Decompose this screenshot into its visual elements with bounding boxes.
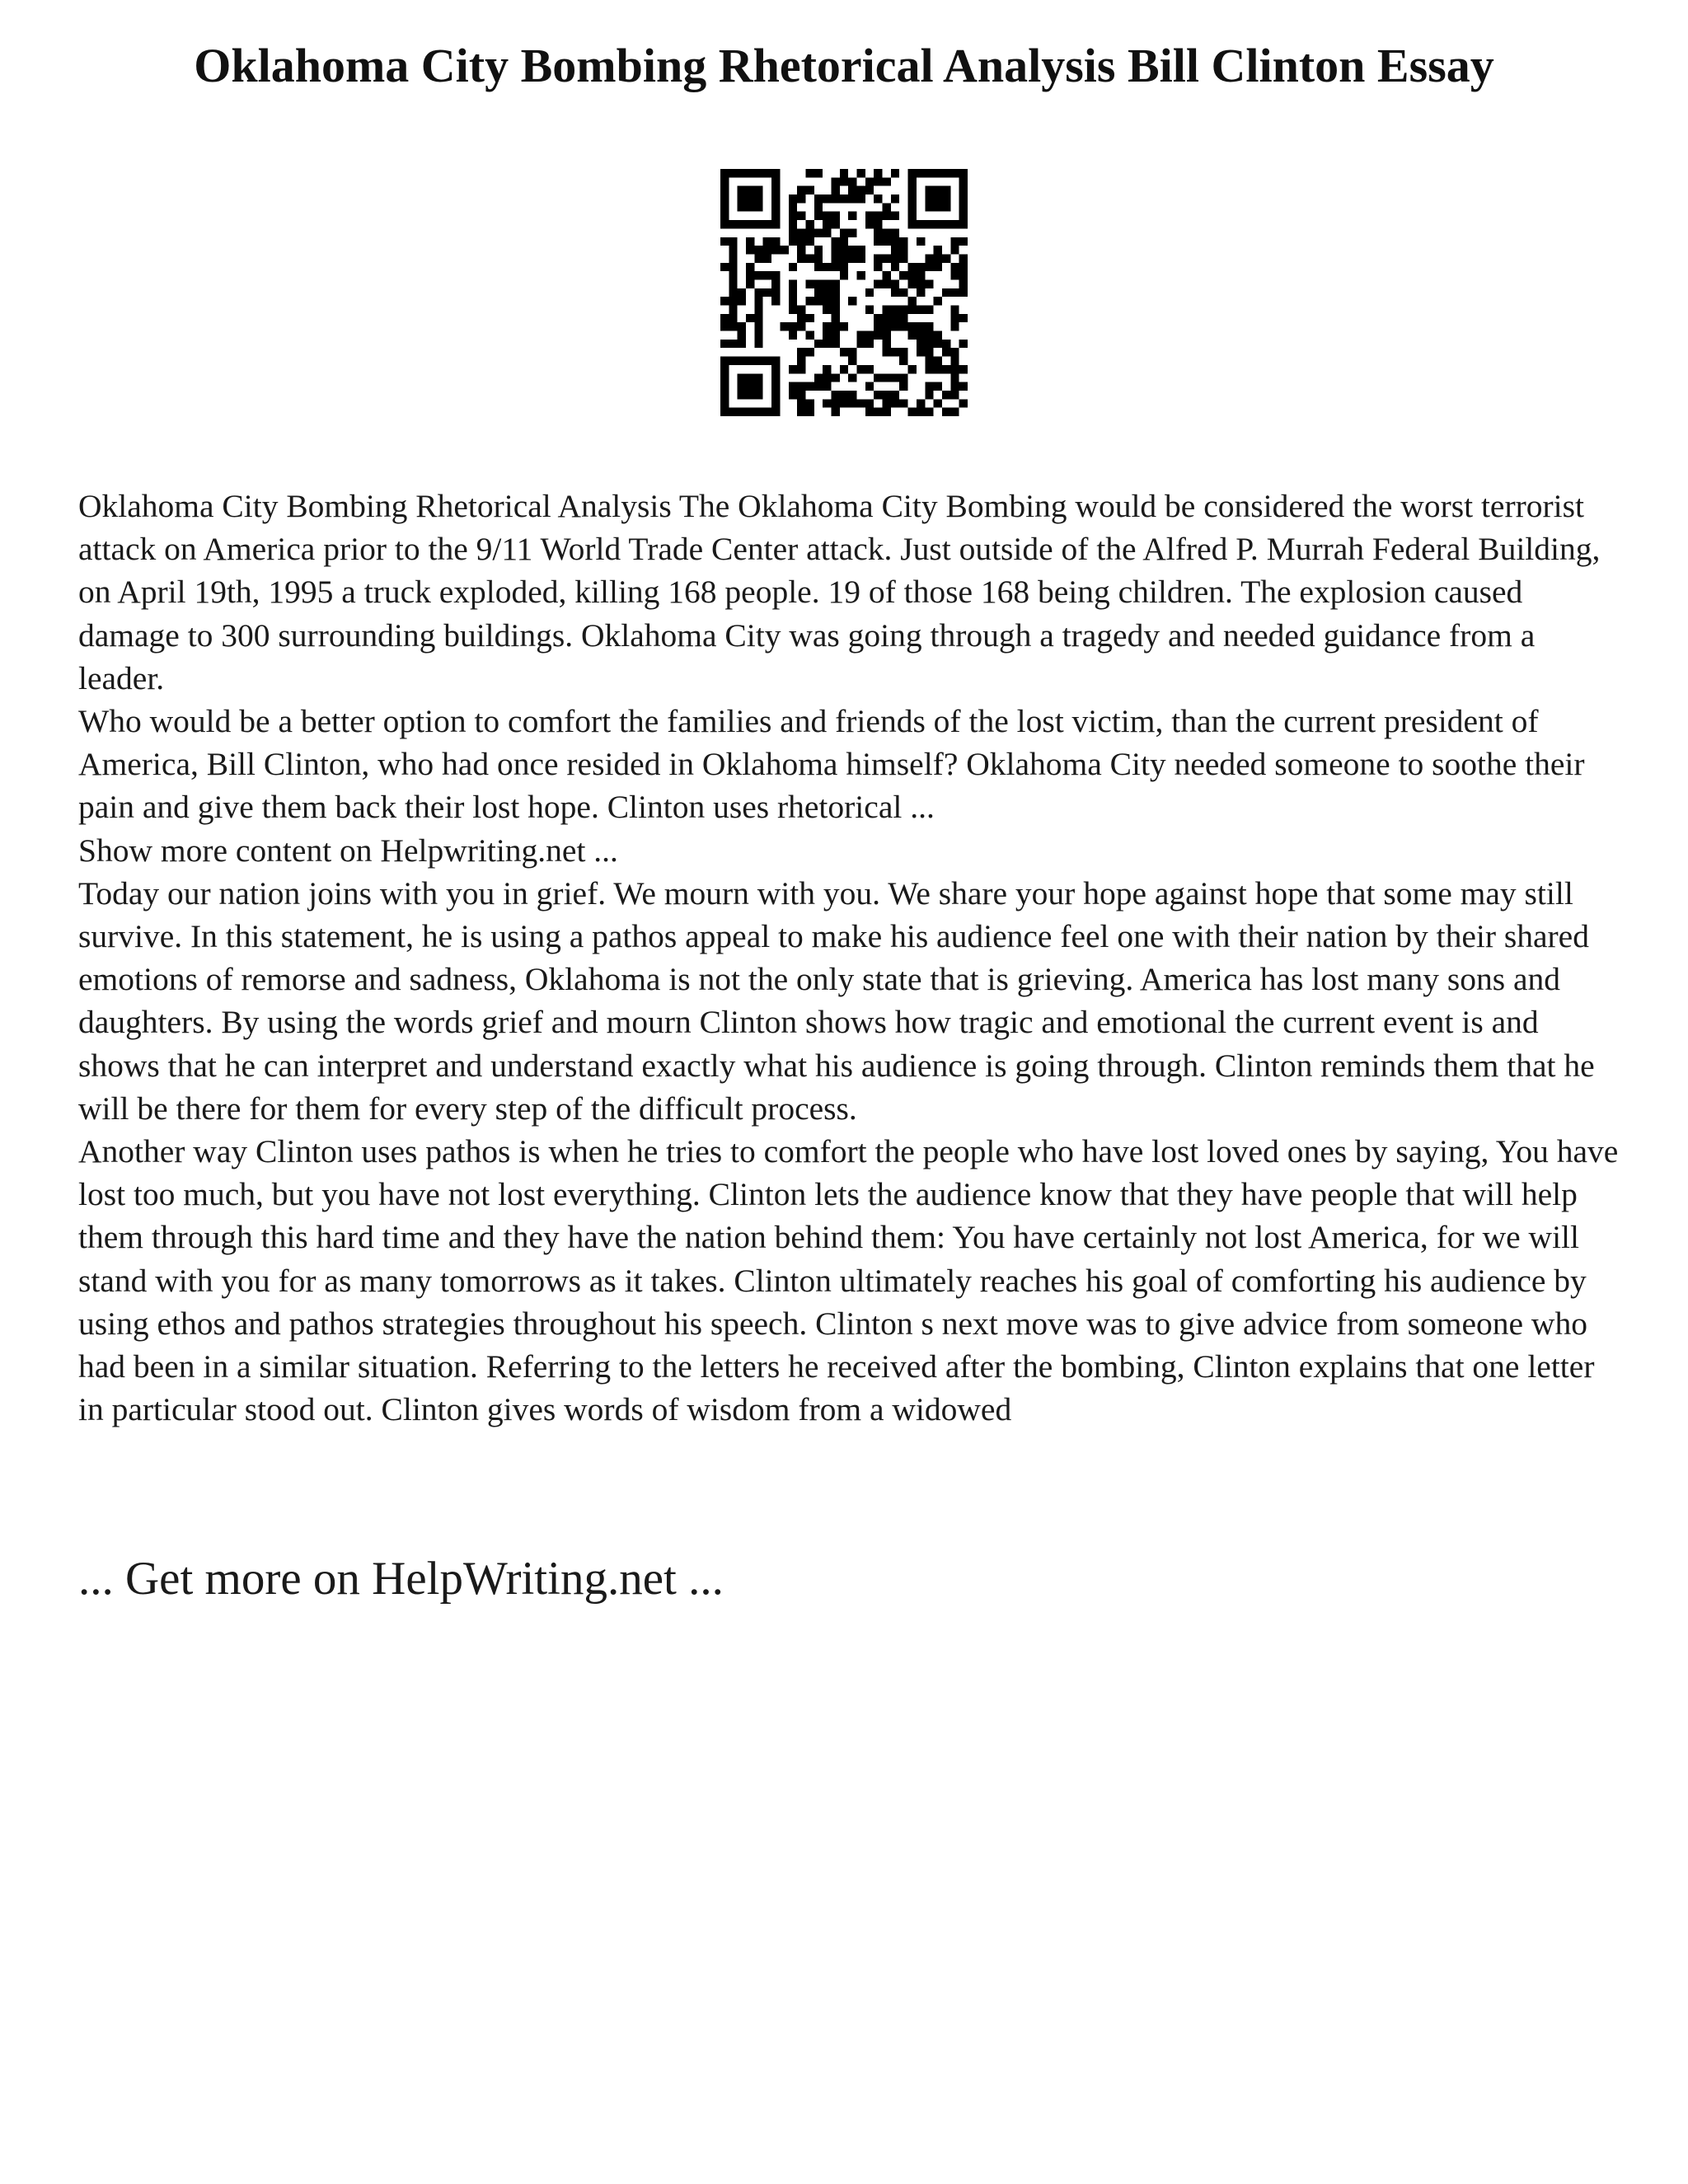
- get-more-link[interactable]: ... Get more on HelpWriting.net ...: [78, 1553, 724, 1605]
- paragraph-pathos: Another way Clinton uses pathos is when he tries to comfort the people who have lost loved ones by saying, You have lost too much, but you have not lost everything. Clinton lets the audience know that they have people that will help them through this hard time and they have the nation behind them: You have certainly not lost America, for we will stand with you for as many tomorrows as it takes. Clinton ultimately reaches his goal of comforting his audience by using ethos and pathos strategies throughout his speech. Clinton s next move was to give advice from someone who had been in a similar situation. Referring to the letters he received after the bombing, Clinton explains that one letter in particular stood out. Clinton gives words of wisdom from a widowed: [78, 1133, 1619, 1428]
- paragraph-grief: Today our nation joins with you in grief. We mourn with you. We share your hope against hope that some may still survive. In this statement, he is using a pathos appeal to make his audience feel one with their nation by their shared emotions of remorse and sadness, Oklahoma is not the only state that is grieving. America has lost many sons and daughters. By using the words grief and mourn Clinton shows how tragic and emotional the current event is and shows that he can interpret and understand exactly what his audience is going through. Clinton reminds them that he will be there for them for every step of the difficult process.: [78, 874, 1595, 1127]
- qr-code-graphic: [720, 169, 968, 416]
- paragraph-intro: Oklahoma City Bombing Rhetorical Analysis The Oklahoma City Bombing would be considered the worst terrorist attack on America prior to the 9/11 World Trade Center attack. Just outside of the Alfred P. Murrah Federal Building, on April 19th, 1995 a truck exploded, killing 168 people. 19 of those 168 being children. The explosion caused damage to 300 surrounding buildings. Oklahoma City was going through a tragedy and needed guidance from a leader.: [78, 488, 1601, 696]
- paragraph-comfort: Who would be a better option to comfort the families and friends of the lost victim, than the current president of America, Bill Clinton, who had once resided in Oklahoma himself? Oklahoma City needed someone to soothe their pain and give them back their lost hope. Clinton uses rhetorical ...: [78, 703, 1585, 826]
- essay-body: [78, 485, 1628, 1431]
- show-more-link[interactable]: Show more content on Helpwriting.net ...: [78, 832, 618, 869]
- qr-code-icon[interactable]: [720, 169, 968, 416]
- page-title: Oklahoma City Bombing Rhetorical Analysis Bill Clinton Essay: [194, 39, 1494, 92]
